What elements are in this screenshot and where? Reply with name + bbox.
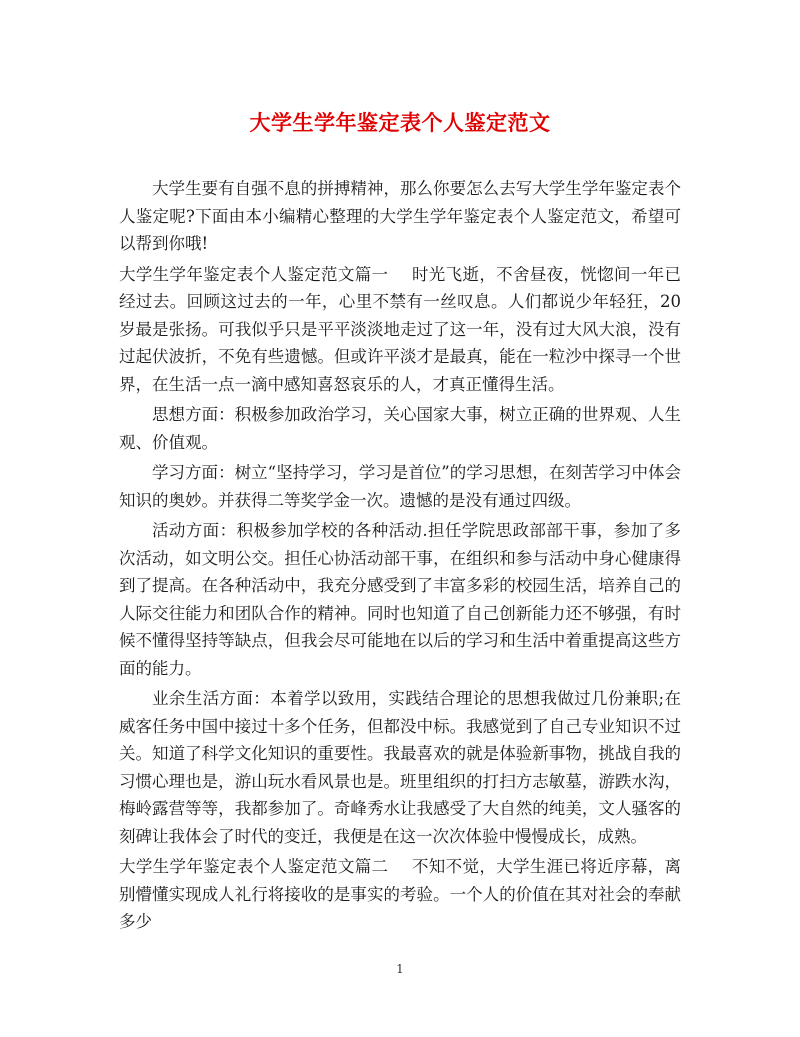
- article-2-heading: 大学生学年鉴定表个人鉴定范文篇二: [119, 857, 389, 876]
- intro-text: 大学生要有自强不息的拼搏精神，那么你要怎么去写大学生学年鉴定表个人鉴定呢?下面由本小编精心整理的大学生学年鉴定表个人鉴定范文，希望可以帮到你哦!: [119, 179, 681, 253]
- document-body: [119, 175, 681, 939]
- spare-time-paragraph: [119, 685, 681, 850]
- study-paragraph: [119, 459, 681, 514]
- thought-paragraph: [119, 401, 681, 456]
- activity-paragraph: [119, 517, 681, 682]
- article-2-paragraph: [119, 853, 681, 936]
- activity-text: 活动方面：积极参加学校的各种活动.担任学院思政部部干事，参加了多次活动，如文明公交。担任心协活动部干事，在组织和参与活动中身心健康得到了提高。在各种活动中，我充分感受到了丰富多彩的校园生活，培养自己的人际交往能力和团队合作的精神。同时也知道了自己创新能力还不够强，有时候不懂得坚持等缺点，但我会尽可能地在以后的学习和生活中着重提高这些方面的能力。: [119, 521, 681, 678]
- page-number: 1: [396, 962, 404, 976]
- article-1-paragraph: [119, 261, 681, 399]
- study-text: 学习方面：树立“坚持学习，学习是首位”的学习思想，在刻苦学习中体会知识的奥妙。并获得二等奖学金一次。遗憾的是没有通过四级。: [119, 463, 681, 510]
- thought-text: 思想方面：积极参加政治学习，关心国家大事，树立正确的世界观、人生观、价值观。: [119, 405, 681, 452]
- spare-time-text: 业余生活方面：本着学以致用，实践结合理论的思想我做过几份兼职;在威客任务中国中接过十多个任务，但都没中标。我感觉到了自己专业知识不过关。知道了科学文化知识的重要性。我最喜欢的就是体验新事物，挑战自我的习惯心理也是，游山玩水看风景也是。班里组织的打扫方志敏墓，游跌水沟，梅岭露营等等，我都参加了。奇峰秀水让我感受了大自然的纯美，文人骚客的刻碑让我体会了时代的变迁，我便是在这一次次体验中慢慢成长，成熟。: [119, 689, 681, 846]
- article-1-text: 时光飞逝，不舍昼夜，恍惚间一年已经过去。回顾这过去的一年，心里不禁有一丝叹息。人们都说少年轻狂，20岁最是张扬。可我似乎只是平平淡淡地走过了这一年，没有过大风大浪，没有过起伏波折，不免有些遗憾。但或许平淡才是最真，能在一粒沙中探寻一个世界，在生活一点一滴中感知喜怒哀乐的人，才真正懂得生活。: [119, 264, 682, 394]
- article-2-text: 不知不觉，大学生涯已将近序幕，离别懵懂实现成人礼行将接收的是事实的考验。一个人的价值在其对社会的奉献多少: [119, 857, 682, 931]
- intro-paragraph: [119, 175, 681, 258]
- document-title: 大学生学年鉴定表个人鉴定范文: [249, 110, 551, 135]
- article-1-heading: 大学生学年鉴定表个人鉴定范文篇一: [119, 264, 389, 284]
